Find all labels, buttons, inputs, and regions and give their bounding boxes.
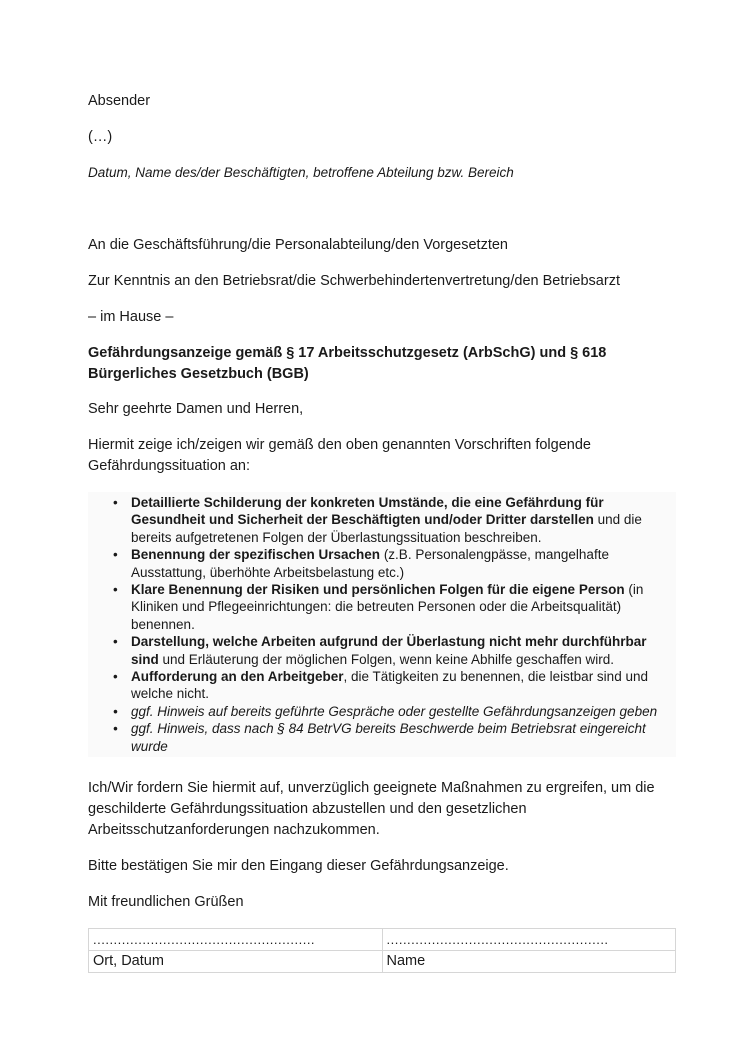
list-item-normal-text: ggf. Hinweis, dass nach § 84 BetrVG bereits Beschwerde beim Betriebsrat eingereicht wurde [131, 721, 646, 754]
meta-line: Datum, Name des/der Beschäftigten, betroffene Abteilung bzw. Bereich [88, 165, 514, 180]
salutation: Sehr geehrte Damen und Herren, [88, 401, 304, 417]
signature-label-place-date: Ort, Datum [89, 951, 383, 973]
list-item [88, 703, 672, 720]
list-item-bold-text: Klare Benennung der Risiken und persönlichen Folgen für die eigene Person [131, 582, 625, 598]
confirmation-request: Bitte bestätigen Sie mir den Eingang dieser Gefährdungsanzeige. [88, 858, 509, 875]
list-item [88, 633, 672, 668]
intro-paragraph: Hiermit zeige ich/zeigen wir gemäß den oben genannten Vorschriften folgende Gefährdungssituation an: [88, 437, 591, 474]
recipient-line-2: Zur Kenntnis an den Betriebsrat/die Schwerbehindertenvertretung/den Betriebsarzt [88, 273, 620, 289]
list-item [88, 668, 672, 703]
requirements-list [88, 492, 676, 757]
list-item-normal-text: (in Kliniken und Pflegeeinrichtungen: die betreuten Personen oder die Arbeitsqualität) benennen. [131, 582, 644, 632]
in-house-line: – im Hause – [88, 309, 174, 325]
list-item-normal-text: und die bereits aufgetretenen Folgen der Überlastungssituation beschreiben. [131, 512, 642, 545]
recipient-line-1: An die Geschäftsführung/die Personalabteilung/den Vorgesetzten [88, 237, 508, 253]
signature-label-name: Name [382, 951, 676, 973]
subject-line: Gefährdungsanzeige gemäß § 17 Arbeitsschutzgesetz (ArbSchG) und § 618 Bürgerliches Gesetzbuch (BGB) [88, 345, 607, 382]
list-item-normal-text: ggf. Hinweis auf bereits geführte Gespräche oder gestellte Gefährdungsanzeigen geben [131, 703, 658, 719]
list-item-bold-text: Benennung der spezifischen Ursachen [131, 547, 381, 563]
signature-table [88, 928, 676, 973]
list-item-bold-text: Darstellung, welche Arbeiten aufgrund der Überlastung nicht mehr durchführbar sind [131, 634, 647, 667]
list-item [88, 494, 672, 546]
list-item [88, 546, 672, 581]
closing-line: Mit freundlichen Grüßen [88, 894, 244, 911]
list-item-bold-text: Detaillierte Schilderung der konkreten Umstände, die eine Gefährdung für Gesundheit und Sicherheit der Beschäftigten und/oder Dritter darstellen [131, 495, 604, 528]
list-item-normal-text: (z.B. Personalengpässe, mangelhafte Ausstattung, überhöhte Arbeitsbelastung etc.) [131, 547, 609, 580]
sender-label: Absender [88, 93, 151, 109]
signature-labels-row [89, 951, 676, 973]
list-item-bold-text: Aufforderung an den Arbeitgeber [131, 669, 344, 685]
list-item [88, 581, 672, 633]
signature-dots-place-date: ...................................................... [89, 929, 383, 951]
signature-dots-row [89, 929, 676, 951]
list-item-normal-text: und Erläuterung der möglichen Folgen, wenn keine Abhilfe geschaffen wird. [158, 651, 615, 667]
list-item-normal-text: , die Tätigkeiten zu benennen, die leistbar sind und welche nicht. [131, 669, 648, 702]
sender-placeholder: (…) [88, 129, 113, 145]
signature-dots-name: ...................................................... [382, 929, 676, 951]
list-item [88, 720, 672, 755]
demand-paragraph: Ich/Wir fordern Sie hiermit auf, unverzüglich geeignete Maßnahmen zu ergreifen, um die geschilderte Gefährdungssituation abzustellen und den gesetzlichen Arbeitsschutzanforderungen nachzukommen. [88, 780, 655, 839]
